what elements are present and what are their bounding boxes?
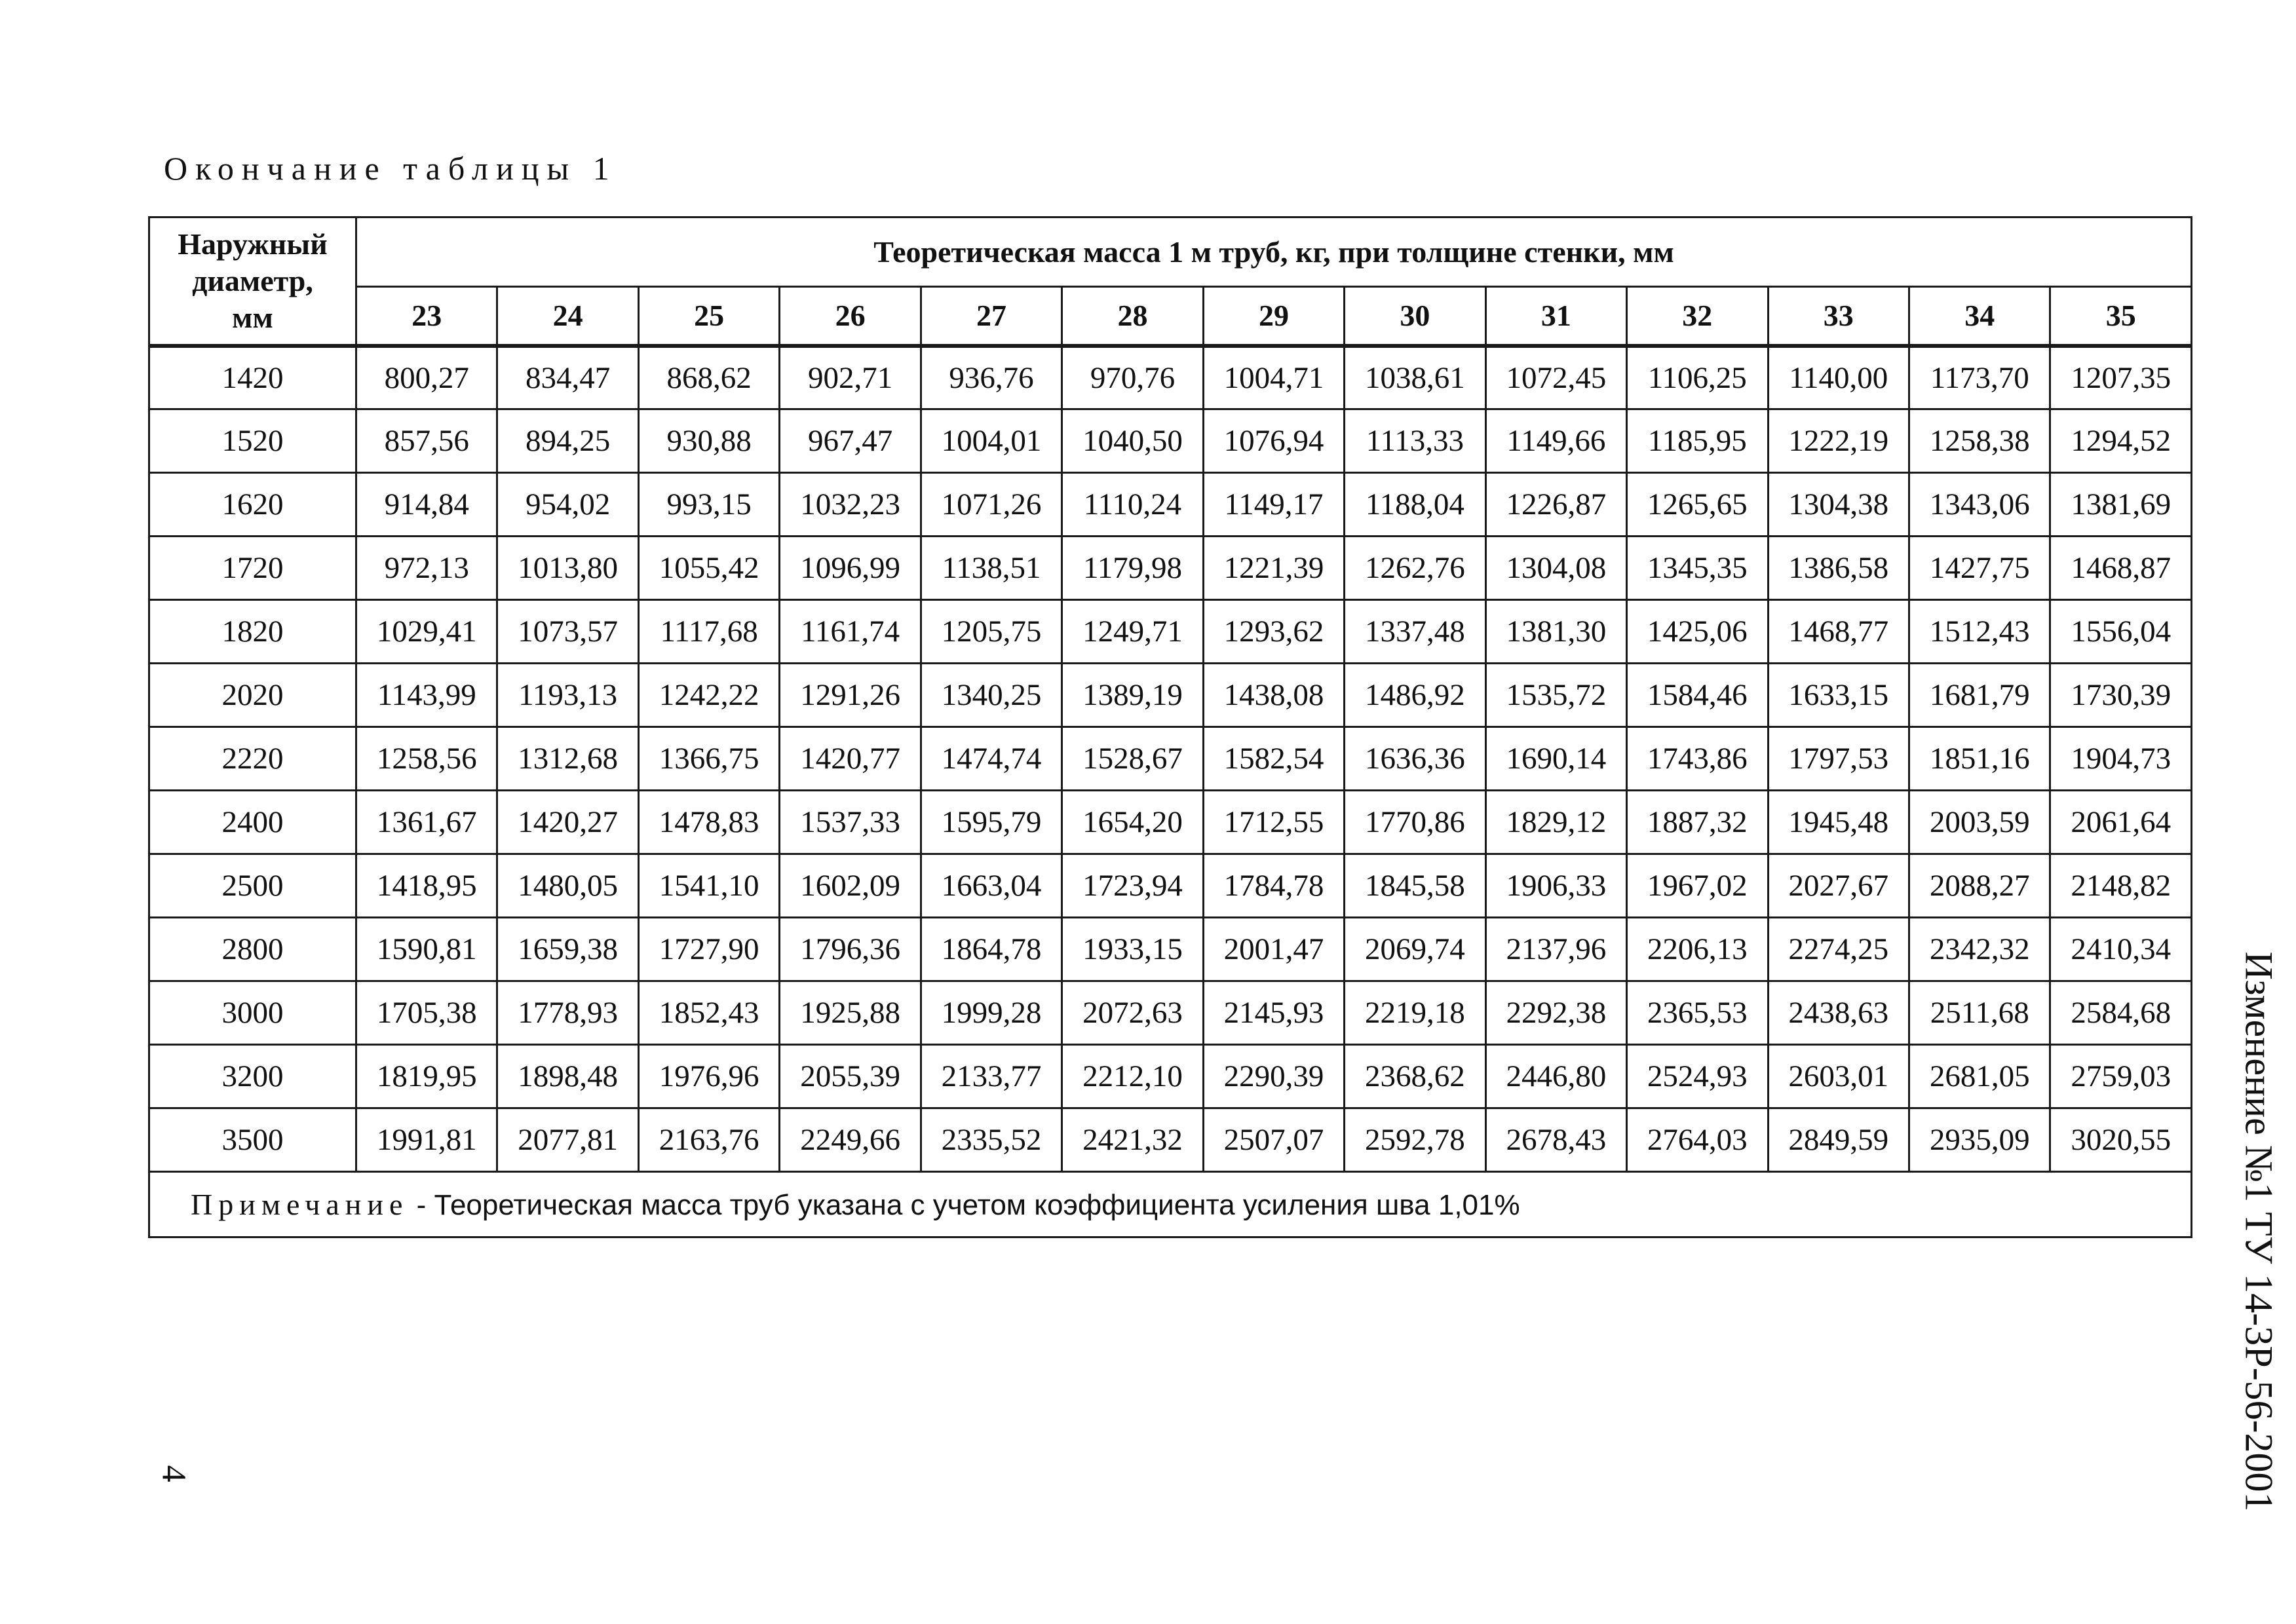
mass-cell: 1361,67 bbox=[356, 791, 497, 854]
diameter-cell: 1420 bbox=[149, 346, 356, 409]
mass-cell: 2055,39 bbox=[780, 1045, 921, 1108]
mass-cell: 1770,86 bbox=[1345, 791, 1485, 854]
mass-cell: 2137,96 bbox=[1485, 918, 1626, 981]
mass-cell: 2935,09 bbox=[1909, 1108, 2050, 1172]
thickness-header-row bbox=[149, 287, 2192, 346]
mass-cell: 2410,34 bbox=[2050, 918, 2192, 981]
mass-cell: 1864,78 bbox=[921, 918, 1062, 981]
mass-cell: 1967,02 bbox=[1627, 854, 1768, 918]
mass-cell: 1161,74 bbox=[780, 600, 921, 664]
table-row bbox=[149, 664, 2192, 727]
mass-cell: 1291,26 bbox=[780, 664, 921, 727]
mass-cell: 1845,58 bbox=[1345, 854, 1485, 918]
table-row bbox=[149, 981, 2192, 1045]
thickness-header-cell: 23 bbox=[356, 287, 497, 346]
mass-cell: 1265,65 bbox=[1627, 473, 1768, 537]
mass-cell: 1730,39 bbox=[2050, 664, 2192, 727]
mass-cell: 1584,46 bbox=[1627, 664, 1768, 727]
mass-cell: 2061,64 bbox=[2050, 791, 2192, 854]
mass-cell: 1602,09 bbox=[780, 854, 921, 918]
mass-cell: 1438,08 bbox=[1203, 664, 1344, 727]
thickness-header-cell: 29 bbox=[1203, 287, 1344, 346]
mass-cell: 2206,13 bbox=[1627, 918, 1768, 981]
mass-cell: 1478,83 bbox=[638, 791, 779, 854]
mass-cell: 2342,32 bbox=[1909, 918, 2050, 981]
table-header-row bbox=[149, 217, 2192, 287]
table-row bbox=[149, 473, 2192, 537]
mass-cell: 1207,35 bbox=[2050, 346, 2192, 409]
mass-cell: 2133,77 bbox=[921, 1045, 1062, 1108]
table-row bbox=[149, 346, 2192, 409]
mass-cell: 1819,95 bbox=[356, 1045, 497, 1108]
mass-cell: 993,15 bbox=[638, 473, 779, 537]
mass-cell: 1343,06 bbox=[1909, 473, 2050, 537]
mass-cell: 1925,88 bbox=[780, 981, 921, 1045]
mass-cell: 1723,94 bbox=[1062, 854, 1203, 918]
table-row bbox=[149, 537, 2192, 600]
mass-cell: 1262,76 bbox=[1345, 537, 1485, 600]
thickness-header-cell: 24 bbox=[497, 287, 638, 346]
mass-cell: 2274,25 bbox=[1768, 918, 1909, 981]
thickness-header-cell: 35 bbox=[2050, 287, 2192, 346]
mass-cell: 2592,78 bbox=[1345, 1108, 1485, 1172]
thickness-header-cell: 33 bbox=[1768, 287, 1909, 346]
mass-cell: 914,84 bbox=[356, 473, 497, 537]
mass-header: Теоретическая масса 1 м труб, кг, при толщине стенки, мм bbox=[356, 217, 2192, 287]
mass-cell: 2678,43 bbox=[1485, 1108, 1626, 1172]
mass-cell: 1381,30 bbox=[1485, 600, 1626, 664]
mass-cell: 1337,48 bbox=[1345, 600, 1485, 664]
thickness-header-cell: 28 bbox=[1062, 287, 1203, 346]
mass-cell: 1898,48 bbox=[497, 1045, 638, 1108]
diameter-cell: 2500 bbox=[149, 854, 356, 918]
mass-cell: 1468,87 bbox=[2050, 537, 2192, 600]
mass-cell: 902,71 bbox=[780, 346, 921, 409]
mass-cell: 2003,59 bbox=[1909, 791, 2050, 854]
mass-cell: 1595,79 bbox=[921, 791, 1062, 854]
thickness-header-cell: 27 bbox=[921, 287, 1062, 346]
mass-cell: 2603,01 bbox=[1768, 1045, 1909, 1108]
mass-cell: 868,62 bbox=[638, 346, 779, 409]
mass-cell: 930,88 bbox=[638, 409, 779, 473]
diameter-cell: 1820 bbox=[149, 600, 356, 664]
mass-cell: 1071,26 bbox=[921, 473, 1062, 537]
mass-cell: 1712,55 bbox=[1203, 791, 1344, 854]
mass-cell: 894,25 bbox=[497, 409, 638, 473]
diameter-cell: 3200 bbox=[149, 1045, 356, 1108]
mass-cell: 1185,95 bbox=[1627, 409, 1768, 473]
mass-cell: 1797,53 bbox=[1768, 727, 1909, 791]
mass-cell: 1149,66 bbox=[1485, 409, 1626, 473]
diameter-header-line-1: Наружный bbox=[178, 227, 328, 261]
mass-cell: 1976,96 bbox=[638, 1045, 779, 1108]
mass-cell: 1705,38 bbox=[356, 981, 497, 1045]
mass-cell: 1654,20 bbox=[1062, 791, 1203, 854]
diameter-header-line-3: мм bbox=[232, 300, 273, 334]
mass-cell: 1887,32 bbox=[1627, 791, 1768, 854]
mass-cell: 1468,77 bbox=[1768, 600, 1909, 664]
mass-cell: 1004,71 bbox=[1203, 346, 1344, 409]
thickness-header-cell: 32 bbox=[1627, 287, 1768, 346]
table-row bbox=[149, 854, 2192, 918]
mass-cell: 1029,41 bbox=[356, 600, 497, 664]
mass-cell: 1999,28 bbox=[921, 981, 1062, 1045]
mass-cell: 1073,57 bbox=[497, 600, 638, 664]
mass-cell: 1474,74 bbox=[921, 727, 1062, 791]
mass-cell: 2292,38 bbox=[1485, 981, 1626, 1045]
mass-cell: 1784,78 bbox=[1203, 854, 1344, 918]
mass-cell: 1140,00 bbox=[1768, 346, 1909, 409]
thickness-header-cell: 26 bbox=[780, 287, 921, 346]
thickness-header-cell: 34 bbox=[1909, 287, 2050, 346]
mass-cell: 2584,68 bbox=[2050, 981, 2192, 1045]
diameter-cell: 1620 bbox=[149, 473, 356, 537]
page-number: 4 bbox=[155, 1465, 193, 1482]
mass-cell: 1681,79 bbox=[1909, 664, 2050, 727]
table-note bbox=[149, 1172, 2192, 1237]
mass-cell: 967,47 bbox=[780, 409, 921, 473]
side-stamp-text: Изменение №1 ТУ 14-3Р-56-2001 bbox=[2237, 951, 2281, 1512]
thickness-header-cell: 25 bbox=[638, 287, 779, 346]
mass-cell: 1663,04 bbox=[921, 854, 1062, 918]
diameter-cell: 1720 bbox=[149, 537, 356, 600]
mass-cell: 2027,67 bbox=[1768, 854, 1909, 918]
mass-cell: 2421,32 bbox=[1062, 1108, 1203, 1172]
mass-cell: 1389,19 bbox=[1062, 664, 1203, 727]
mass-cell: 1427,75 bbox=[1909, 537, 2050, 600]
mass-cell: 1096,99 bbox=[780, 537, 921, 600]
mass-cell: 1796,36 bbox=[780, 918, 921, 981]
mass-cell: 1381,69 bbox=[2050, 473, 2192, 537]
mass-cell: 2290,39 bbox=[1203, 1045, 1344, 1108]
mass-cell: 2681,05 bbox=[1909, 1045, 2050, 1108]
mass-cell: 1512,43 bbox=[1909, 600, 2050, 664]
mass-cell: 2524,93 bbox=[1627, 1045, 1768, 1108]
thickness-header-cell: 31 bbox=[1485, 287, 1626, 346]
diameter-cell: 2220 bbox=[149, 727, 356, 791]
mass-cell: 1420,77 bbox=[780, 727, 921, 791]
mass-cell: 1040,50 bbox=[1062, 409, 1203, 473]
mass-cell: 970,76 bbox=[1062, 346, 1203, 409]
pipe-mass-table bbox=[148, 216, 2192, 1238]
mass-cell: 1486,92 bbox=[1345, 664, 1485, 727]
mass-cell: 1418,95 bbox=[356, 854, 497, 918]
mass-cell: 1852,43 bbox=[638, 981, 779, 1045]
mass-cell: 1659,38 bbox=[497, 918, 638, 981]
mass-cell: 1945,48 bbox=[1768, 791, 1909, 854]
mass-cell: 1933,15 bbox=[1062, 918, 1203, 981]
mass-cell: 1004,01 bbox=[921, 409, 1062, 473]
mass-cell: 1582,54 bbox=[1203, 727, 1344, 791]
mass-cell: 1480,05 bbox=[497, 854, 638, 918]
mass-cell: 1420,27 bbox=[497, 791, 638, 854]
mass-cell: 2072,63 bbox=[1062, 981, 1203, 1045]
mass-cell: 1633,15 bbox=[1768, 664, 1909, 727]
mass-cell: 1072,45 bbox=[1485, 346, 1626, 409]
mass-cell: 1829,12 bbox=[1485, 791, 1626, 854]
mass-cell: 1636,36 bbox=[1345, 727, 1485, 791]
mass-cell: 1386,58 bbox=[1768, 537, 1909, 600]
mass-cell: 2335,52 bbox=[921, 1108, 1062, 1172]
diameter-cell: 3500 bbox=[149, 1108, 356, 1172]
mass-cell: 1179,98 bbox=[1062, 537, 1203, 600]
table-row bbox=[149, 409, 2192, 473]
mass-cell: 2759,03 bbox=[2050, 1045, 2192, 1108]
mass-cell: 2219,18 bbox=[1345, 981, 1485, 1045]
table-row bbox=[149, 791, 2192, 854]
diameter-cell: 2020 bbox=[149, 664, 356, 727]
mass-cell: 1991,81 bbox=[356, 1108, 497, 1172]
mass-cell: 1690,14 bbox=[1485, 727, 1626, 791]
mass-cell: 1138,51 bbox=[921, 537, 1062, 600]
mass-cell: 1222,19 bbox=[1768, 409, 1909, 473]
mass-cell: 2446,80 bbox=[1485, 1045, 1626, 1108]
mass-cell: 1032,23 bbox=[780, 473, 921, 537]
mass-cell: 1904,73 bbox=[2050, 727, 2192, 791]
mass-cell: 1293,62 bbox=[1203, 600, 1344, 664]
mass-cell: 2438,63 bbox=[1768, 981, 1909, 1045]
table-row bbox=[149, 1045, 2192, 1108]
diameter-cell: 3000 bbox=[149, 981, 356, 1045]
mass-cell: 1743,86 bbox=[1627, 727, 1768, 791]
diameter-header-line-2: диаметр, bbox=[192, 263, 313, 297]
mass-cell: 1294,52 bbox=[2050, 409, 2192, 473]
mass-cell: 1340,25 bbox=[921, 664, 1062, 727]
mass-cell: 1556,04 bbox=[2050, 600, 2192, 664]
mass-cell: 1117,68 bbox=[638, 600, 779, 664]
mass-cell: 1110,24 bbox=[1062, 473, 1203, 537]
mass-cell: 1366,75 bbox=[638, 727, 779, 791]
mass-cell: 800,27 bbox=[356, 346, 497, 409]
table-row bbox=[149, 600, 2192, 664]
mass-cell: 1778,93 bbox=[497, 981, 638, 1045]
mass-cell: 1113,33 bbox=[1345, 409, 1485, 473]
mass-cell: 1188,04 bbox=[1345, 473, 1485, 537]
note-separator: - bbox=[408, 1189, 434, 1221]
mass-cell: 834,47 bbox=[497, 346, 638, 409]
mass-cell: 1226,87 bbox=[1485, 473, 1626, 537]
table-row bbox=[149, 1108, 2192, 1172]
mass-cell: 1249,71 bbox=[1062, 600, 1203, 664]
note-text: Теоретическая масса труб указана с учетом коэффициента усиления шва 1,01% bbox=[434, 1189, 1520, 1221]
mass-cell: 2764,03 bbox=[1627, 1108, 1768, 1172]
mass-cell: 1304,08 bbox=[1485, 537, 1626, 600]
diameter-header bbox=[149, 217, 356, 346]
mass-cell: 1727,90 bbox=[638, 918, 779, 981]
mass-cell: 1851,16 bbox=[1909, 727, 2050, 791]
mass-cell: 1425,06 bbox=[1627, 600, 1768, 664]
mass-cell: 857,56 bbox=[356, 409, 497, 473]
mass-cell: 2249,66 bbox=[780, 1108, 921, 1172]
table-row bbox=[149, 727, 2192, 791]
mass-cell: 1205,75 bbox=[921, 600, 1062, 664]
mass-cell: 2365,53 bbox=[1627, 981, 1768, 1045]
mass-cell: 1038,61 bbox=[1345, 346, 1485, 409]
diameter-cell: 1520 bbox=[149, 409, 356, 473]
table-body bbox=[149, 346, 2192, 1172]
mass-cell: 972,13 bbox=[356, 537, 497, 600]
mass-cell: 1304,38 bbox=[1768, 473, 1909, 537]
mass-cell: 1537,33 bbox=[780, 791, 921, 854]
mass-cell: 954,02 bbox=[497, 473, 638, 537]
mass-cell: 1149,17 bbox=[1203, 473, 1344, 537]
mass-cell: 2077,81 bbox=[497, 1108, 638, 1172]
mass-cell: 1528,67 bbox=[1062, 727, 1203, 791]
mass-cell: 2088,27 bbox=[1909, 854, 2050, 918]
mass-cell: 2511,68 bbox=[1909, 981, 2050, 1045]
mass-cell: 2368,62 bbox=[1345, 1045, 1485, 1108]
mass-cell: 936,76 bbox=[921, 346, 1062, 409]
mass-cell: 1312,68 bbox=[497, 727, 638, 791]
note-label: Примечание bbox=[191, 1188, 409, 1221]
thickness-header-cell: 30 bbox=[1345, 287, 1485, 346]
mass-cell: 1535,72 bbox=[1485, 664, 1626, 727]
mass-cell: 1143,99 bbox=[356, 664, 497, 727]
mass-cell: 2001,47 bbox=[1203, 918, 1344, 981]
mass-cell: 1193,13 bbox=[497, 664, 638, 727]
mass-cell: 1258,56 bbox=[356, 727, 497, 791]
mass-cell: 2148,82 bbox=[2050, 854, 2192, 918]
mass-cell: 1242,22 bbox=[638, 664, 779, 727]
mass-cell: 1590,81 bbox=[356, 918, 497, 981]
mass-cell: 1906,33 bbox=[1485, 854, 1626, 918]
mass-cell: 2145,93 bbox=[1203, 981, 1344, 1045]
mass-cell: 3020,55 bbox=[2050, 1108, 2192, 1172]
mass-cell: 1345,35 bbox=[1627, 537, 1768, 600]
mass-cell: 2163,76 bbox=[638, 1108, 779, 1172]
mass-cell: 1013,80 bbox=[497, 537, 638, 600]
mass-cell: 1055,42 bbox=[638, 537, 779, 600]
mass-cell: 2212,10 bbox=[1062, 1045, 1203, 1108]
diameter-cell: 2400 bbox=[149, 791, 356, 854]
note-row bbox=[149, 1172, 2192, 1237]
mass-cell: 1541,10 bbox=[638, 854, 779, 918]
mass-cell: 1173,70 bbox=[1909, 346, 2050, 409]
mass-cell: 1258,38 bbox=[1909, 409, 2050, 473]
mass-cell: 1221,39 bbox=[1203, 537, 1344, 600]
table-caption: Окончание таблицы 1 bbox=[164, 150, 617, 187]
mass-cell: 2069,74 bbox=[1345, 918, 1485, 981]
mass-cell: 1076,94 bbox=[1203, 409, 1344, 473]
table-row bbox=[149, 918, 2192, 981]
mass-cell: 2507,07 bbox=[1203, 1108, 1344, 1172]
diameter-cell: 2800 bbox=[149, 918, 356, 981]
mass-cell: 2849,59 bbox=[1768, 1108, 1909, 1172]
mass-cell: 1106,25 bbox=[1627, 346, 1768, 409]
